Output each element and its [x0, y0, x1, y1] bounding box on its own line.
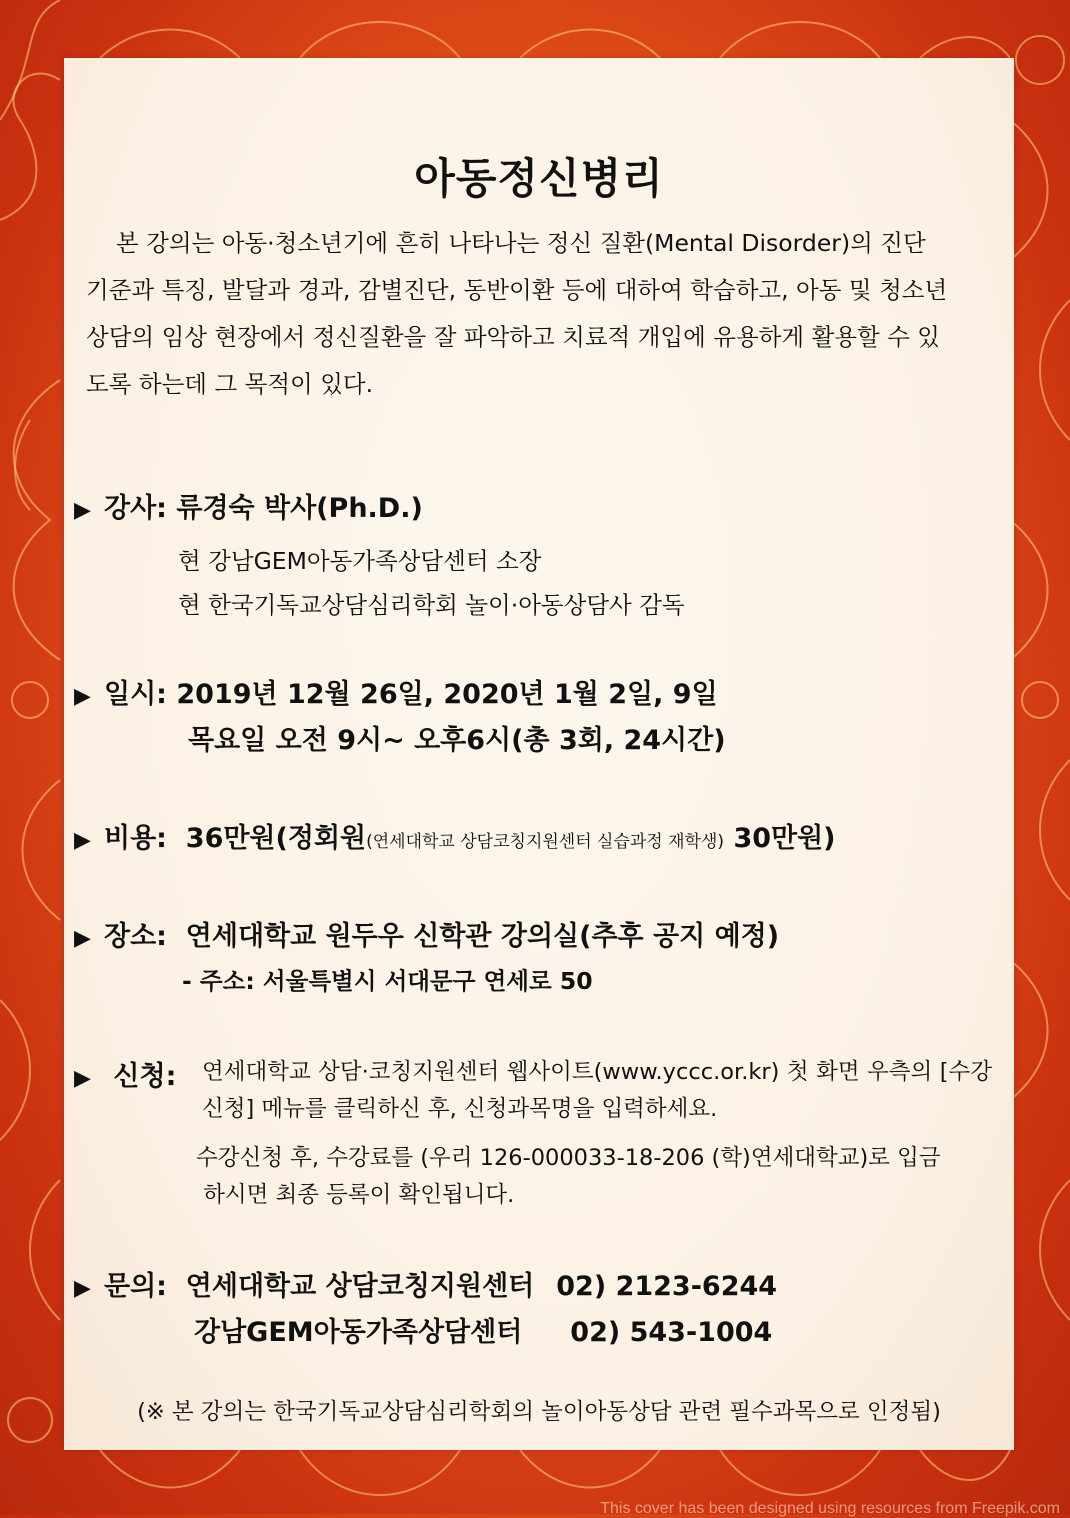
venue-place: 연세대학교 원두우 신학관 강의실(추후 공지 예정): [185, 921, 780, 952]
instructor-role-1: 현 강남GEM아동가족상담센터 소장: [178, 547, 542, 575]
fee-section: [74, 816, 836, 855]
fee-discount-note: (연세대학교 상담코칭지원센터 실습과정 재학생): [366, 832, 725, 852]
intro-line-1: 본 강의는 아동·청소년기에 흔히 나타나는 정신 질환(Mental Disorder)의 진단: [116, 229, 926, 257]
image-credit: This cover has been designed using resources from Freepik.com: [600, 1500, 1060, 1517]
schedule-dates: 2019년 12월 26일, 2020년 1월 2일, 9일: [176, 679, 718, 710]
intro-line-3: 상담의 임상 현장에서 정신질환을 잘 파악하고 치료적 개입에 유용하게 활용할 수 있: [86, 323, 941, 351]
application-text-2: [196, 1140, 992, 1214]
instructor-role-2: 현 한국기독교상담심리학회 놀이·아동상담사 감독: [178, 591, 685, 619]
application-text-1: 연세대학교 상담·코칭지원센터 웹사이트(www.yccc.or.kr) 첫 화면 우측의 [수강신청] 메뉴를 클릭하신 후, 신청과목명을 입력하세요.: [202, 1059, 992, 1122]
arrow-right-icon: ▶: [74, 926, 91, 951]
application-label: 신청:: [113, 1061, 177, 1092]
application-text-2a: 수강신청 후, 수강료를 (우리 126-000033-18-206 (학)연세대학교)로 입금: [196, 1145, 941, 1171]
page-title: 아동정신병리: [414, 154, 664, 203]
contact-section: [74, 1264, 777, 1303]
contact-phone-1: 02) 2123-6244: [556, 1271, 778, 1302]
contact-phone-2: 02) 543-1004: [570, 1317, 773, 1348]
intro-paragraph: [86, 220, 996, 408]
fee-amount: 36만원(정회원: [185, 823, 367, 854]
contact-org-1: 연세대학교 상담코칭지원센터: [185, 1271, 535, 1302]
venue-section: [74, 914, 779, 953]
arrow-right-icon: ▶: [74, 1066, 91, 1091]
schedule-time: 목요일 오전 9시~ 오후6시(총 3회, 24시간): [188, 725, 726, 756]
arrow-right-icon: ▶: [74, 498, 91, 523]
content-panel: [64, 58, 1014, 1450]
intro-line-2: 기준과 특징, 발달과 경과, 감별진단, 동반이환 등에 대하여 학습하고, 아동 및 청소년: [86, 276, 948, 304]
fee-label: 비용:: [104, 823, 167, 854]
application-text-2b: 하시면 최종 등록이 확인됩니다.: [203, 1182, 515, 1208]
schedule-label: 일시:: [104, 679, 167, 710]
venue-address: - 주소: 서울특별시 서대문구 연세로 50: [182, 967, 593, 995]
venue-label: 장소:: [104, 921, 167, 952]
instructor-section: [74, 486, 423, 525]
fee-discount-amount: 30만원): [733, 823, 836, 854]
arrow-right-icon: ▶: [74, 1276, 91, 1301]
contact-label: 문의:: [104, 1271, 167, 1302]
application-section: [74, 1054, 176, 1093]
arrow-right-icon: ▶: [74, 684, 91, 709]
instructor-label: 강사:: [104, 493, 167, 524]
schedule-section: [74, 672, 718, 711]
intro-line-4: 도록 하는데 그 목적이 있다.: [86, 370, 374, 398]
contact-org-2: 강남GEM아동가족상담센터: [194, 1317, 523, 1348]
contact-line-2: [194, 1310, 772, 1349]
footnote: (※ 본 강의는 한국기독교상담심리학회의 놀이아동상담 관련 필수과목으로 인정됨): [137, 1399, 941, 1425]
instructor-name: 류경숙 박사(Ph.D.): [176, 493, 423, 524]
arrow-right-icon: ▶: [74, 828, 91, 853]
